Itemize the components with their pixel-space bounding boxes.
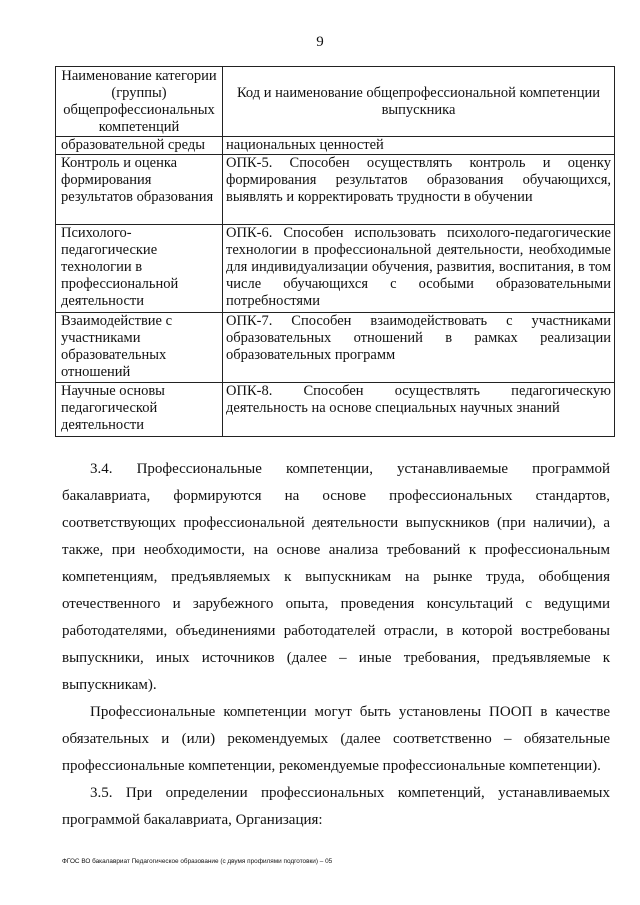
competence-cell: ОПК-5. Способен осуществлять контроль и оценку формирования результатов образования обучающихся, выявлять и корректировать трудности в обучении	[223, 155, 615, 225]
table-row	[56, 225, 615, 313]
header-competence: Код и наименование общепрофессиональной компетенции выпускника	[223, 67, 615, 137]
table-row	[56, 137, 615, 155]
table-row	[56, 383, 615, 437]
table-row	[56, 313, 615, 383]
header-category: Наименование категории (группы) общепрофессиональных компетенций	[56, 67, 223, 137]
body-text	[62, 456, 610, 834]
table-row	[56, 155, 615, 225]
competence-cell: ОПК-7. Способен взаимодействовать с участниками образовательных отношений в рамках реализации образовательных программ	[223, 313, 615, 383]
table-header-row	[56, 67, 615, 137]
paragraph-3-5: 3.5. При определении профессиональных компетенций, устанавливаемых программой бакалавриата, Организация:	[62, 785, 610, 828]
competence-cell: ОПК-6. Способен использовать психолого-педагогические технологии в профессиональной деятельности, необходимые для индивидуализации обучения, развития, воспитания, в том числе обучающихся с особыми образовательными потребностями	[223, 225, 615, 313]
category-cell: Взаимодействие с участниками образовательных отношений	[56, 313, 223, 383]
category-cell: Научные основы педагогической деятельности	[56, 383, 223, 437]
competence-cell: национальных ценностей	[223, 137, 615, 155]
page-footer: ФГОС ВО бакалавриат Педагогическое образование (с двумя профилями подготовки) – 05	[62, 858, 333, 865]
paragraph-professional-competences: Профессиональные компетенции могут быть установлены ПООП в качестве обязательных и (или) рекомендуемых (далее соответственно – обязательные профессиональные компетенции, рекомендуемые профессиональные компетенции).	[62, 704, 610, 774]
competence-table	[55, 66, 615, 437]
category-cell: Психолого-педагогические технологии в профессиональной деятельности	[56, 225, 223, 313]
category-cell: Контроль и оценка формирования результатов образования	[56, 155, 223, 225]
page-number: 9	[316, 34, 324, 50]
category-cell: образовательной среды	[56, 137, 223, 155]
competence-cell: ОПК-8. Способен осуществлять педагогическую деятельность на основе специальных научных знаний	[223, 383, 615, 437]
paragraph-3-4: 3.4. Профессиональные компетенции, устанавливаемые программой бакалавриата, формируются на основе профессиональных стандартов, соответствующих профессиональной деятельности выпускников (при наличии), а также, при необходимости, на основе анализа требований к профессиональным компетенциям, предъявляемых к выпускникам на рынке труда, обобщения отечественного и зарубежного опыта, проведения консультаций с ведущими работодателями, объединениями работодателей отрасли, в которой востребованы выпускники, иных источников (далее – иные требования, предъявляемые к выпускникам).	[62, 461, 610, 693]
